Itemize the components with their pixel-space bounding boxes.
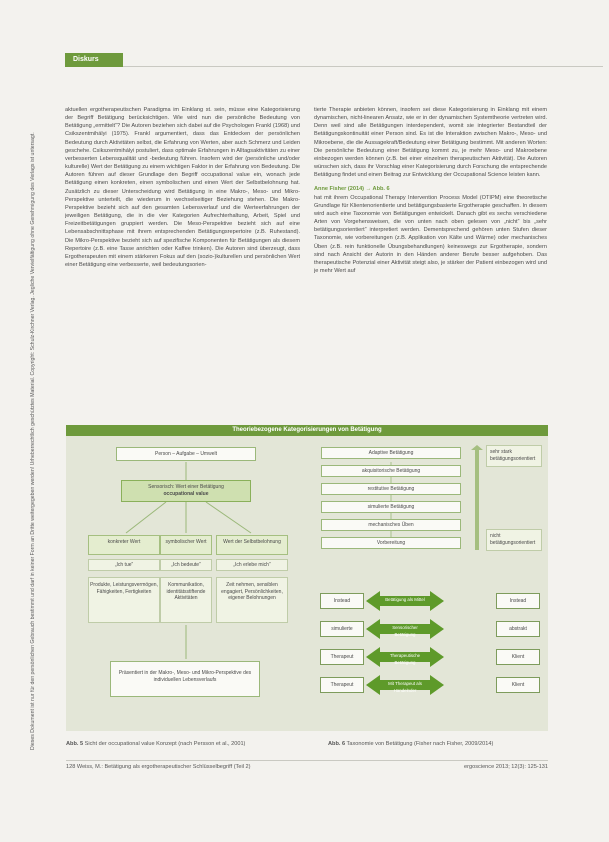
row-arrows [366, 591, 444, 695]
row2-right: abstrakt [496, 621, 540, 637]
right-text-column [314, 106, 547, 378]
row2-left: simulierte [320, 621, 364, 637]
right-column-paragraph-2: hat mit ihrem Occupational Therapy Intervention Process Model (OTIPM) eine theoretische Grundlage für Klientenorientierte und betätigungsbasierte Ergotherapie geschaffen. In diesem wird auch eine Taxonomie von Betätigungen entwickelt. Danach gibt es sechs verschiedene Arten von Vorgehensweisen, die von unten nach oben gelesen von „nicht“ bis „sehr betätigungsorientiert“ interpretiert werden. Dementsprechend gehören unten Stufen dieser Taxonomie, wie vorbereitungen (z.B. Applikation von Kälte und Wärme) oder mechanisches Üben (z.B. rein funktionelle Übungsbehandlungen) keineswegs zur Ergotherapie, sondern sind nach Ansicht der Autorin in den Händen anderer Berufe besser aufgehoben. Das therapeutische Potenzial einer Aktivität steigt also, je stärker der Patient einbezogen wird und je mehr Wert auf [314, 194, 547, 274]
row3-left: Therapeut [320, 649, 364, 665]
value-selfreward-quote: „Ich erlebe mich“ [216, 559, 288, 571]
row4-right: Klient [496, 677, 540, 693]
level-simulated: simulierte Betätigung [321, 501, 461, 513]
level-acquisitional: akquisitorische Betätigung [321, 465, 461, 477]
row1-right: Instead [496, 593, 540, 609]
footer-citation: 128 Weiss, M.: Betätigung als ergotherapeutischer Schlüsselbegriff (Teil 2) [66, 764, 251, 770]
person-task-environment-box: Person – Aufgabe – Umwelt [116, 447, 256, 461]
value-symbolic-example: Kommunikation, identitätsstiftende Aktivitäten [160, 577, 212, 623]
figure-title: Theoriebezogene Kategorisierungen von Betätigung [66, 425, 548, 436]
figure-caption-right [328, 741, 568, 747]
row1-arrow-label: Betätigung als Mittel [385, 597, 425, 602]
caption-left-text: Sicht der occupational value Konzept (nach Persson et al., 2001) [84, 741, 246, 747]
copyright-margin-note: Dieses Dokument ist nur für den persönlichen Gebrauch bestimmt und darf in keiner Form an Dritte weitergegeben werden! Urheberrechtlich geschütztes Material. Copyright: Schulz-Kirchner Verlag. Jegliche Vervielfältigung ohne Genehmigung des Verlags ist untersagt. [30, 132, 36, 750]
level-adaptive: Adaptive Betätigung [321, 447, 461, 459]
value-concrete-example: Produkte, Leistungsvermögen, Fähigkeiten, Fertigkeiten [88, 577, 160, 623]
row4-left: Therapeut [320, 677, 364, 693]
footer-journal: ergoscience 2013; 12(3): 125-131 [464, 764, 548, 770]
caption-right-label: Abb. 6 [328, 741, 346, 747]
note-not-occupation-based: nicht betätigungsorientiert [486, 529, 542, 551]
caption-left-label: Abb. 5 [66, 741, 84, 747]
caption-right-text: Taxonomie von Betätigung (Fisher nach Fisher, 2009/2014) [346, 741, 494, 747]
figure-caption-left [66, 741, 306, 747]
left-column-paragraph: aktuellen ergotherapeutischen Paradigma im Einklang st. sein, müsse eine Kategorisierung der Begriff Betätigung berücksichtigen. Wie wird nun die persönliche Bedeutung von Betätigung „ermittelt“? Die Autoren beziehen sich dabei auf die Psychologen Frankl (1968) und Csikszentmihályi (1975). Frankl argumentiert, dass das Entdecken der persönlichen Bedeutung durch Aktivitäten selbst, die Erfahrung von Werten, aber auch Schmerz und Leiden geschehe. Csikszentmihályi postuliert, dass optimale Erfahrungen in Alltagsaktivitäten zu einer verbesserten Lebensqualität und -bedeutung führen. Insofern wird der (persönliche und/oder kulturelle) Wert der Betätigung zu einem wichtigen Faktor in der Erfahrung von Bedeutung. Die Autoren führen auf dieser Grundlage den Begriff occupational value ein, wonach jede Betätigung einen konkreten, einen symbolischen und einen Wert der Selbstbelohnung hat. Zusätzlich zu dieser Unterscheidung wird Betätigung in eine Makro-, Meso- und Mikro-Perspektive unterteilt, die wiederum in wechselseitiger Beziehung stehen. Die Makro-Perspektive bezieht sich auf den gesamten Lebensverlauf und die Werteerfahrungen der jeweiligen Betätigung, die in die vier Kategorien Aufrechterhaltung, Arbeit, Spiel und Freizeitbetätigungen gruppiert werden. Die Meso-Perspektive bezieht sich auf eine Lebensabschnittsphase mit ihrem entsprechenden Betätigungsrepertoire (z.B. Ruhestand). Die Mikro-Perspektive bezieht sich auf spezifische Komponenten für Betätigungen als diesem Repertoire (z.B. eine Tasse anrichten oder Kaffee trinken). Die Autoren sind überzeugt, dass Ergotherapeuten mit einem stärkeren Fokus auf den (sozio-)kulturellen und persönlichen Wert einer Betätigung eine verbesserte, weil bedeutungsorien- [65, 107, 300, 268]
macro-meso-micro-box: Präsentiert in der Makro-, Meso- und Mikro-Perspektive des individuellen Lebensverlaufs [110, 661, 260, 697]
row4-arrow-label: Mit Therapeut als Handelnder [388, 681, 422, 693]
fisher-subhead: Anne Fisher (2014) → Abb. 6 [314, 186, 390, 193]
occupational-value-line2: occupational value [163, 490, 209, 497]
value-concrete-quote: „Ich tue“ [88, 559, 160, 571]
value-symbolic-label: symbolischer Wert [160, 535, 212, 555]
level-restorative: restitutive Betätigung [321, 483, 461, 495]
value-concrete-label: konkreter Wert [88, 535, 160, 555]
level-exercise: mechanisches Üben [321, 519, 461, 531]
section-tab: Diskurs [65, 53, 123, 67]
occupational-value-box [121, 480, 251, 502]
occupational-value-line1: Sensorisch: Wert einer Betätigung [148, 484, 224, 490]
row2-arrow-label: Sensorischer Betätigung [392, 625, 418, 637]
value-selfreward-label: Wert der Selbstbelohnung [216, 535, 288, 555]
row3-arrow-label: Therapeutische Betätigung [389, 653, 421, 665]
top-rule [123, 66, 603, 67]
value-symbolic-quote: „Ich bedeute“ [160, 559, 212, 571]
level-preparation: Vorbereitung [321, 537, 461, 549]
row1-left: Instead [320, 593, 364, 609]
figure-betaetigung [66, 425, 548, 731]
footer-rule [66, 760, 548, 761]
left-text-column [65, 106, 300, 378]
value-selfreward-example: Zeit nehmen, sensiblen engagiert, Persönlichkeiten, eigener Belohnungen [216, 577, 288, 623]
note-very-occupation-based: sehr stark betätigungsorientiert [486, 445, 542, 467]
row3-right: Klient [496, 649, 540, 665]
right-column-paragraph-1: tierte Therapie anbieten können, insofern sei diese Kategorisierung in Einklang mit einem dynamischen, nicht-linearen Ansatz, wie er in der dynamischen Systemtheorie vertreten wird. Denn weil sind alle Betätigungen interdependent, womit sie integrierter Bestandteil der Betätigungskontinuität einer Person sind. Es ist die Interaktion zwischen Makro-, Meso- und Mikroebene, die die Aussagekraft/Bedeutung einer Betätigung bestimmt. Mit anderen Worten: Die persönliche Bedeutung einer Betätigung kommt zu, je mehr Meso- und Makroebene einbezogen werden können (z.B. bei einer einzelnen therapeutischen Aktivität). Die Autoren wünschen sich, dass ihr Vorschlag einer Kategorisierung durch Forschung die entsprechende Betätigung findet und einen Beitrag zur Entwicklung der Occupational Science leisten kann. [314, 107, 547, 179]
